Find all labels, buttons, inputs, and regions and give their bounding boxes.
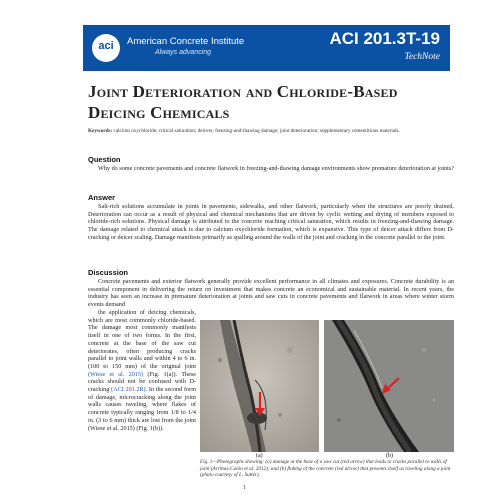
answer-heading: Answer [88,193,116,202]
photo-joint-raveling [324,320,454,452]
photo-b-drawing [324,320,454,452]
keywords [88,128,453,135]
figure-caption: Fig. 1—Photographs showing: (a) damage at the base of a saw cut (red arrow) that leads to cracks parallel to walls of joint (Arribas-Colón et al. 2012); and (b) flaking of the concrete (red arrow) that presents itself as raveling along a joint (photo courtesy of L. Sutter). [200,459,451,479]
question-heading: Question [88,155,121,164]
discussion-col-part-2: (Fig. 1(a)). These cracks should not be confused with D-cracking [88,370,197,394]
discussion-intro: Concrete pavements and exterior flatwork generally provide excellent performance in all climates and exposures. Concrete durability is an essential component in delivering the return on investment that makes concrete an economical and sustainable material. In recent years, the industry has seen an increase in premature deterioration at joints and saw cuts in concrete pavements and flatwork in areas where winter storm events demand [88,278,454,309]
figure-label-a: (a) [256,453,263,459]
discussion-col-part-3: In the second form of damage, microcracking along the joint walls causes raveling, where flakes of concrete typically ranging from 1/8 to 1/4 in. (3 to 6 mm) thick are lost from the joint (Wiese et al. 2015) (Fig. 1(b)). [88,386,197,432]
logo-text: aci [98,40,114,52]
discussion-col-part-1: the application of deicing chemicals, which are most commonly chloride-based. The damage most commonly manifests itself in one of two forms. In the first, concrete at the base of the saw cut deteriorates, often producing cracks parallel to joint walls and within 4 to 6 in. (100 to 150 mm) of the original joint [88,309,196,370]
photo-a-drawing [200,320,319,452]
document-number: ACI 201.3T-19 [329,29,440,48]
figure-label-b: (b) [386,453,393,459]
keywords-label: Keywords: [88,128,113,134]
figure-1 [200,320,454,458]
discussion-column-text [88,309,196,432]
answer-text: Salt-rich solutions accumulate in joints in pavements, sidewalks, and other flatwork, particularly when the structures are poorly drained. Deterioration can occur as a result of physical and chemical mechanisms that are driven by cyclic wetting and drying of members exposed to chloride-rich solutions. Physical damage is attributed to the concrete reaching critical saturation, which results in freezing-and-thawing damage. The damage related to chemical attack is due to calcium oxychloride formation, which is expansive. This type of deicer attack differs from D-cracking or deicer scaling. Damage manifests primarily as spalling around the walls of the joint and cracking in the concrete parallel to the joint. [88,203,454,241]
page-number: 1 [243,485,246,491]
keywords-text: calcium oxychloride; critical saturation; deicers; freezing-and-thawing damage; joint deterioration; supplementary cementitious materials. [113,128,400,134]
document-type: TechNote [404,52,440,62]
citation-aci[interactable]: (ACI 201.2R). [111,386,148,394]
institute-tagline: Always advancing [155,49,212,56]
photo-saw-cut-damage [200,320,319,452]
question-text: Why do some concrete pavements and concrete flatwork in freezing-and-thawing damage environments show premature deterioration at joints? [98,165,454,172]
citation-wiese[interactable]: (Wiese et al. 2015) [88,370,144,378]
aci-logo [92,34,120,62]
discussion-heading: Discussion [88,268,129,277]
institute-name: American Concrete Institute [127,36,245,47]
document-title: Joint Deterioration and Chloride-Based Deicing Chemicals [88,82,398,122]
header-banner [83,25,450,71]
